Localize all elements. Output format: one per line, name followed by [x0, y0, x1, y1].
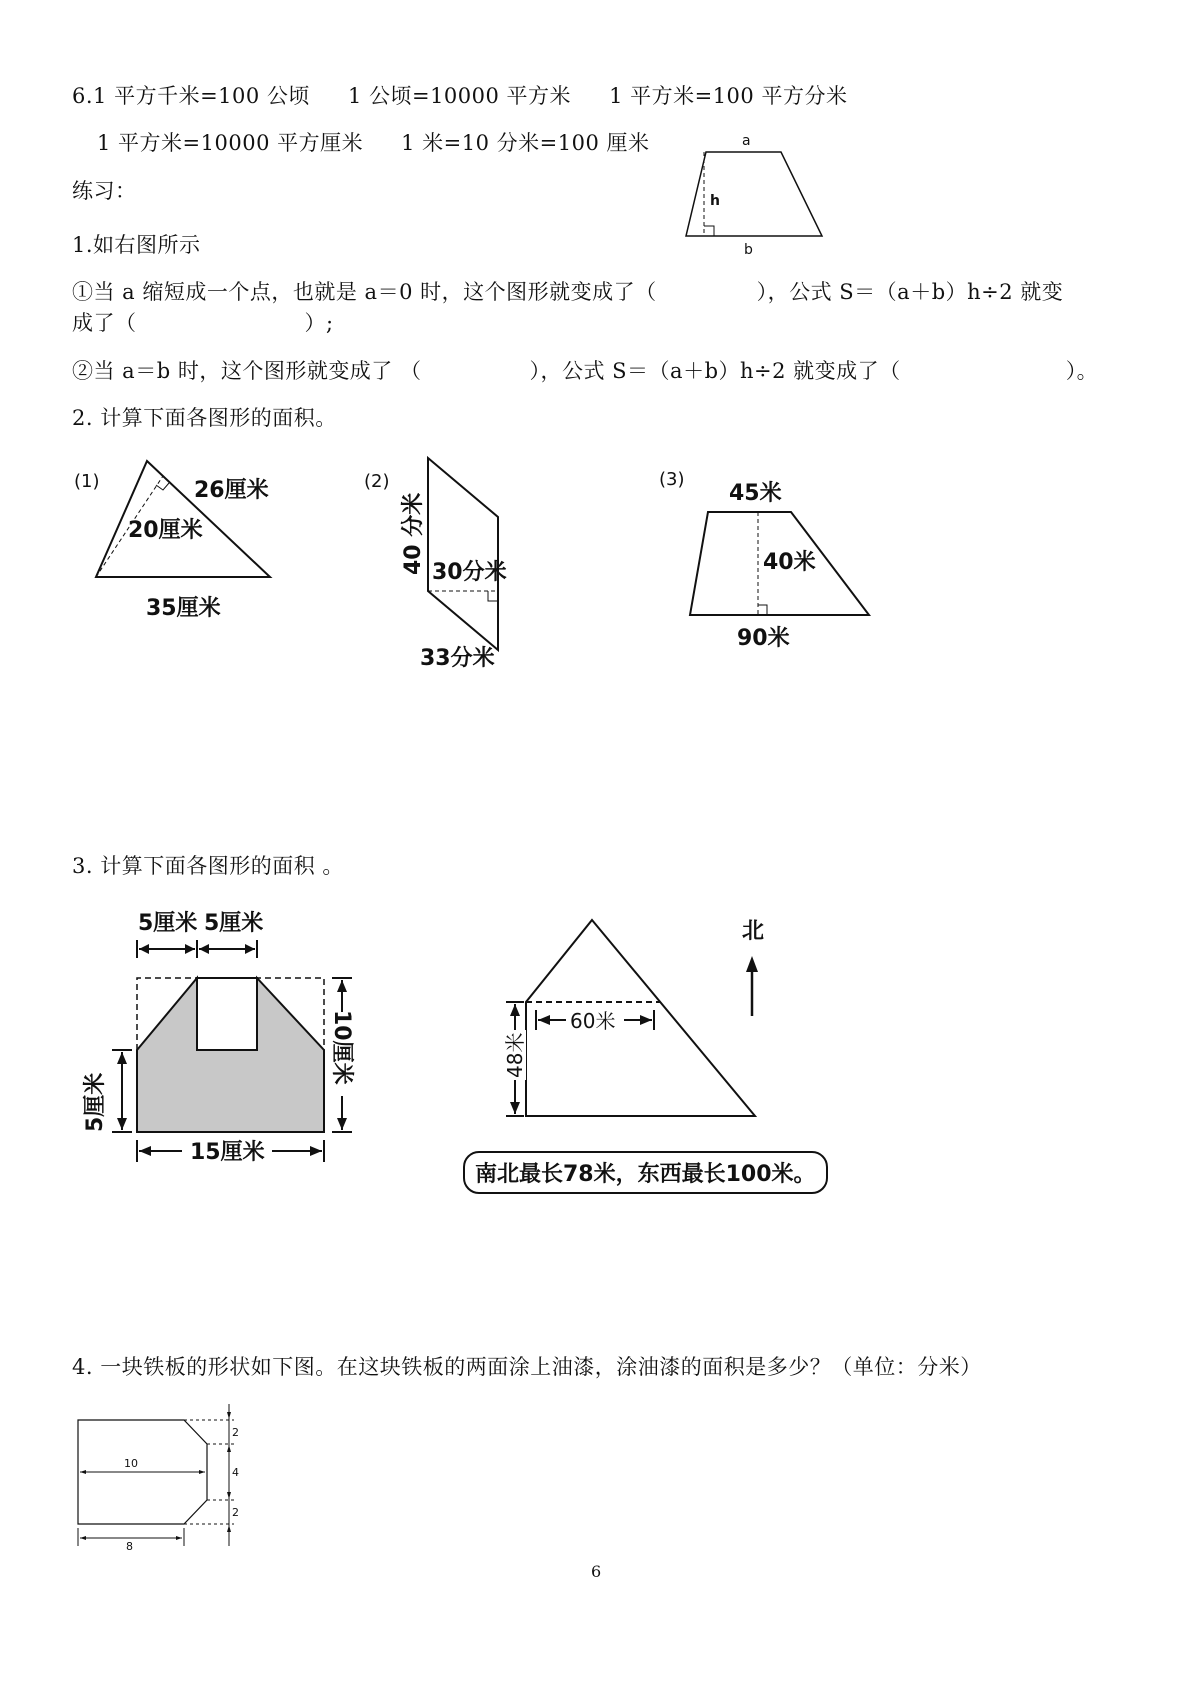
arrowhead [227, 1412, 231, 1419]
arrowhead [510, 1004, 520, 1016]
unit-line-2 [97, 127, 650, 157]
unit-item: 6.1 平方千米=100 公顷 [72, 84, 310, 108]
top-label: 45米 [729, 481, 782, 506]
arrowhead [337, 1118, 347, 1130]
arrowhead [337, 980, 347, 992]
arrowhead [185, 944, 195, 954]
q2-title: 2. 计算下面各图形的面积。 [72, 406, 337, 430]
arrowhead [117, 1118, 127, 1130]
q1-text: ①当 a 缩短成一个点，也就是 a＝0 时，这个图形就变成了（ [72, 280, 657, 304]
unit-line-1 [72, 80, 847, 110]
q1-part1-line2 [72, 307, 334, 337]
d1-label: 2 [232, 1426, 239, 1439]
q2-figure-1-triangle [70, 455, 290, 635]
arrowhead [139, 1146, 151, 1156]
base-label: 15厘米 [190, 1140, 265, 1165]
fig-number: (3) [659, 469, 685, 490]
trapezoid-shape [686, 152, 822, 236]
lower-label: 8 [126, 1540, 133, 1553]
q1-text: ），公式 S＝（a＋b）h÷2 就变成了（ [529, 359, 901, 383]
q2-figure-3-trapezoid [655, 455, 885, 655]
arrowhead [117, 1052, 127, 1064]
fig-number: (2) [364, 471, 390, 492]
base-label: 35厘米 [146, 596, 221, 621]
w1-label: 5厘米 [138, 911, 198, 936]
arrowhead [199, 1470, 205, 1474]
length-label: 10 [124, 1457, 138, 1470]
label-h: h [710, 193, 720, 209]
q4-title: 4. 一块铁板的形状如下图。在这块铁板的两面涂上油漆，涂油漆的面积是多少？（单位：分米） [72, 1355, 982, 1379]
bottom-label: 90米 [737, 626, 790, 651]
q3-title: 3. 计算下面各图形的面积 。 [72, 854, 344, 878]
north-arrowhead [746, 956, 758, 972]
side-label: 26厘米 [194, 478, 269, 503]
arrowhead [176, 1536, 182, 1540]
fig-number: (1) [74, 471, 100, 492]
width-label: 60米 [570, 1009, 616, 1033]
unit-item: 1 平方米=100 平方分米 [609, 84, 848, 108]
page-number: 6 [591, 1562, 602, 1581]
right-angle-mark [488, 591, 498, 601]
q1-text: ②当 a＝b 时，这个图形就变成了 （ [72, 359, 422, 383]
arrowhead [245, 944, 255, 954]
q3-figure-field [470, 900, 800, 1130]
unit-item: 1 米=10 分米=100 厘米 [401, 131, 650, 155]
practice-label: 练习： [72, 179, 137, 203]
q1-text: ）。 [1065, 359, 1099, 383]
arrowhead [227, 1525, 231, 1532]
arrowhead [80, 1470, 86, 1474]
notch [197, 978, 257, 1050]
arrowhead [199, 944, 209, 954]
q1-text: ）; [304, 311, 334, 335]
q3-figure-shaded-shape [72, 900, 392, 1180]
q4-iron-plate-figure [74, 1400, 244, 1553]
height-label: 30分米 [432, 560, 507, 585]
arrowhead [139, 944, 149, 954]
w2-label: 5厘米 [204, 911, 264, 936]
label-a: a [742, 133, 751, 149]
arrowhead [80, 1536, 86, 1540]
q2-figure-2-parallelogram [360, 455, 560, 685]
arrowhead [510, 1102, 520, 1114]
q1-part2 [72, 355, 1098, 385]
base-label: 33分米 [420, 646, 495, 671]
parallelogram-shape [428, 458, 498, 650]
q1-title: 1.如右图所示 [72, 233, 201, 257]
north-label: 北 [742, 919, 765, 944]
d3-label: 2 [232, 1506, 239, 1519]
height-label: 48米 [503, 1032, 527, 1078]
side-label: 40 分米 [401, 492, 426, 575]
right-angle-mark [156, 483, 169, 490]
q1-part1-line1 [72, 276, 1063, 306]
arrowhead [640, 1015, 652, 1025]
q1-text: ），公式 S＝（a＋b）h÷2 就变 [756, 280, 1064, 304]
q1-trapezoid-figure [680, 130, 830, 260]
arrowhead [227, 1492, 231, 1499]
right-angle-mark [758, 605, 767, 615]
q1-text: 成了（ [72, 311, 137, 335]
h-left-label: 5厘米 [83, 1072, 108, 1132]
d2-label: 4 [232, 1466, 239, 1479]
arrowhead [538, 1015, 550, 1025]
unit-item: 1 平方米=10000 平方厘米 [97, 131, 364, 155]
h-right-label: 10厘米 [329, 1010, 354, 1085]
right-angle-mark [704, 226, 714, 236]
label-b: b [744, 242, 753, 258]
height-label: 20厘米 [128, 518, 203, 543]
arrowhead [227, 1445, 231, 1452]
field-note: 南北最长78米，东西最长100米。 [463, 1151, 828, 1194]
height-label: 40米 [763, 550, 816, 575]
arrowhead [310, 1146, 322, 1156]
unit-item: 1 公顷=10000 平方米 [347, 84, 572, 108]
